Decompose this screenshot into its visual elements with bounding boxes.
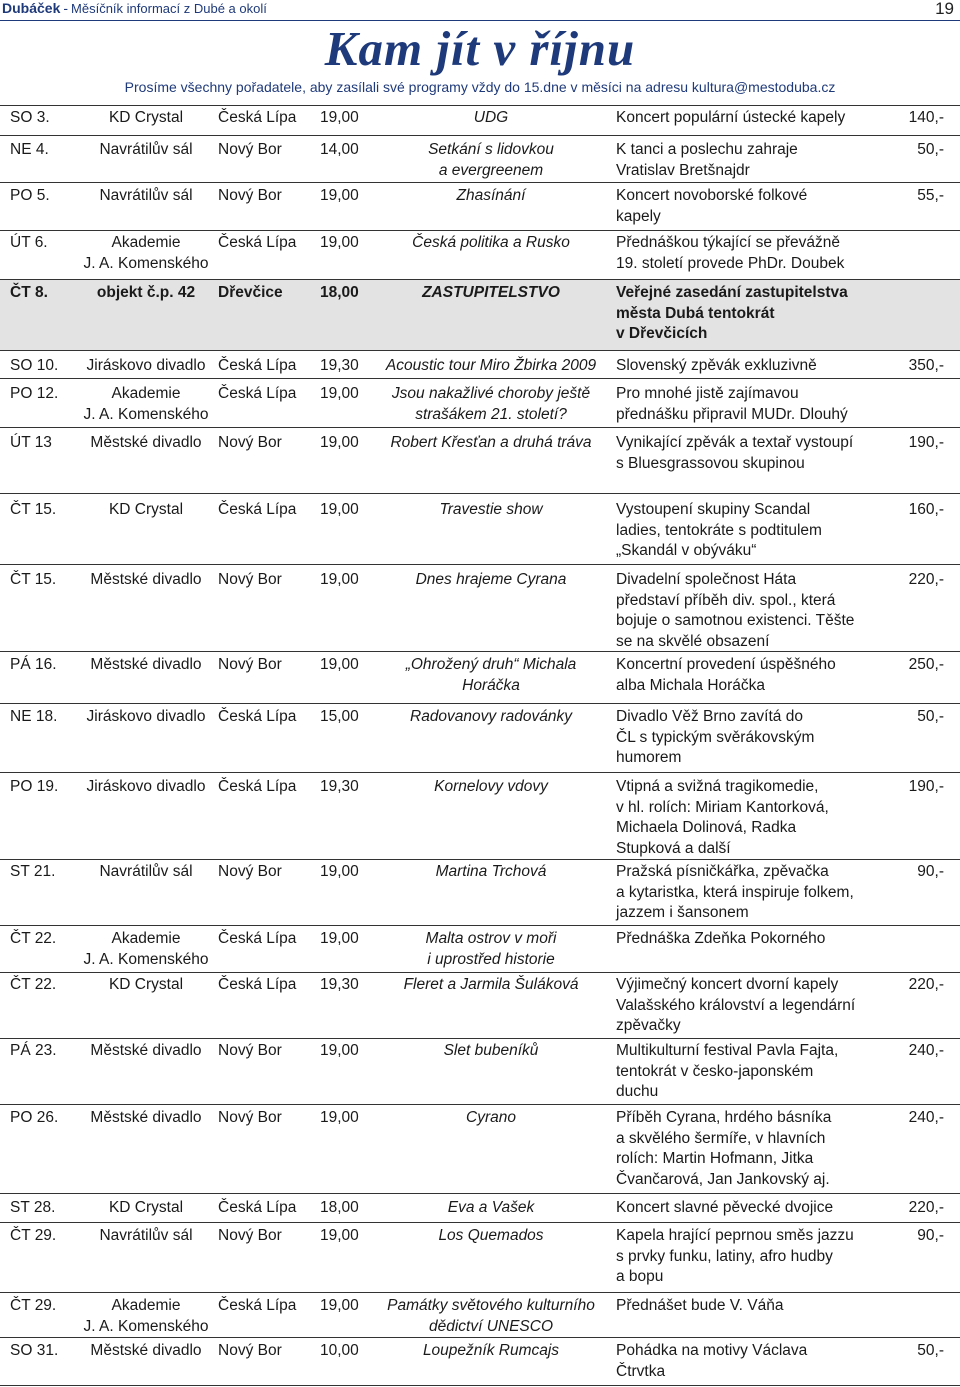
event-time: 19,00 xyxy=(320,1109,359,1126)
event-day: PO 5. xyxy=(10,187,50,204)
event-venue: KD Crystal xyxy=(108,976,184,993)
event-day: ČT 29. xyxy=(10,1297,57,1314)
event-name: Fleret a Jarmila Šuláková xyxy=(403,976,579,993)
page-number: 19 xyxy=(935,0,954,18)
row-divider xyxy=(0,1193,960,1194)
row-divider xyxy=(0,1292,960,1293)
event-name: Zhasínání xyxy=(456,187,526,204)
event-price: 250,- xyxy=(908,656,944,673)
event-time: 19,00 xyxy=(320,501,359,518)
publication-name: Dubáček xyxy=(2,0,61,16)
event-price: 160,- xyxy=(908,501,944,518)
event-town: Nový Bor xyxy=(218,434,282,451)
event-town: Nový Bor xyxy=(218,656,282,673)
event-town: Česká Lípa xyxy=(218,778,297,795)
event-price: 50,- xyxy=(917,1342,944,1359)
event-time: 15,00 xyxy=(320,708,359,725)
event-venue: Navrátilův sál xyxy=(99,1227,193,1244)
row-divider xyxy=(0,493,960,494)
event-day: ÚT 13 xyxy=(10,434,52,451)
event-day: PÁ 23. xyxy=(10,1042,57,1059)
event-venue: Jiráskovo divadlo xyxy=(86,708,206,725)
event-time: 19,00 xyxy=(320,1227,359,1244)
event-town: Česká Lípa xyxy=(218,1199,297,1216)
event-price: 55,- xyxy=(917,187,944,204)
event-venue: KD Crystal xyxy=(108,109,184,126)
event-price: 50,- xyxy=(917,141,944,158)
event-time: 19,00 xyxy=(320,434,359,451)
row-divider xyxy=(0,135,960,136)
event-day: SO 3. xyxy=(10,109,50,126)
event-price: 50,- xyxy=(917,708,944,725)
event-description: Koncert slavné pěvecké dvojice xyxy=(616,1199,834,1216)
event-town: Nový Bor xyxy=(218,571,282,588)
row-divider xyxy=(0,230,960,231)
event-venue: Akademie J. A. Komenského xyxy=(83,1297,209,1335)
event-venue: Jiráskovo divadlo xyxy=(86,778,206,795)
event-town: Česká Lípa xyxy=(218,501,297,518)
event-name: ZASTUPITELSTVO xyxy=(422,284,560,301)
event-description: Přednáška Zdeňka Pokorného xyxy=(616,930,826,947)
event-name: Památky světového kulturního dědictví UNESCO xyxy=(387,1297,595,1335)
page-title: Kam jít v říjnu xyxy=(324,21,636,76)
event-name: Loupežník Rumcajs xyxy=(422,1342,560,1359)
event-day: PÁ 16. xyxy=(10,656,57,673)
event-town: Dřevčice xyxy=(218,284,283,301)
event-time: 18,00 xyxy=(320,284,359,301)
event-description: Vtipná a svižná tragikomedie, v hl. rolích: Miriam Kantorková, Michaela Dolinová, Radka Stupková a další xyxy=(616,778,829,857)
event-description: Slovenský zpěvák exkluzivně xyxy=(616,357,817,374)
event-day: NE 18. xyxy=(10,708,58,725)
event-venue: Navrátilův sál xyxy=(99,141,193,158)
event-venue: Městské divadlo xyxy=(90,1342,202,1359)
event-time: 19,30 xyxy=(320,976,359,993)
event-venue: Městské divadlo xyxy=(90,656,202,673)
event-description: Multikulturní festival Pavla Fajta, tentokrát v česko-japonském duchu xyxy=(616,1042,839,1100)
event-venue: Akademie J. A. Komenského xyxy=(83,930,209,968)
row-divider xyxy=(0,564,960,565)
row-divider xyxy=(0,703,960,704)
event-day: ČT 15. xyxy=(10,501,57,518)
event-time: 19,00 xyxy=(320,234,359,251)
event-description: Veřejné zasedání zastupitelstva města Dubá tentokrát v Dřevčicích xyxy=(616,284,848,342)
event-description: Výjimečný koncert dvorní kapely Valašského království a legendární zpěvačky xyxy=(616,976,856,1034)
event-day: PO 26. xyxy=(10,1109,59,1126)
event-description: Přednášet bude V. Váňa xyxy=(616,1297,784,1314)
event-name: Los Quemados xyxy=(438,1227,544,1244)
event-time: 19,00 xyxy=(320,571,359,588)
event-time: 19,30 xyxy=(320,778,359,795)
publication-header xyxy=(2,0,267,16)
event-day: PO 19. xyxy=(10,778,59,795)
event-price: 190,- xyxy=(908,434,944,451)
page-subtitle: Prosíme všechny pořadatele, aby zasílali své programy vždy do 15.dne v měsíci na adresu kultura@mestoduba.cz xyxy=(124,79,836,95)
event-venue: Městské divadlo xyxy=(90,571,202,588)
event-name: Kornelovy vdovy xyxy=(434,778,548,795)
event-name: UDG xyxy=(473,109,509,126)
row-divider xyxy=(0,1104,960,1105)
event-time: 19,00 xyxy=(320,187,359,204)
event-name: Setkání s lidovkou a evergreenem xyxy=(428,141,554,179)
event-venue: Městské divadlo xyxy=(90,1109,202,1126)
event-town: Nový Bor xyxy=(218,863,282,880)
event-price: 240,- xyxy=(908,1109,944,1126)
event-venue: KD Crystal xyxy=(108,501,184,518)
event-description: Vynikající zpěvák a textař vystoupí s Bluesgrassovou skupinou xyxy=(616,434,854,472)
event-time: 19,00 xyxy=(320,863,359,880)
header-separator: - xyxy=(63,0,69,16)
event-venue: objekt č.p. 42 xyxy=(96,284,196,301)
event-time: 19,00 xyxy=(320,656,359,673)
event-town: Nový Bor xyxy=(218,141,282,158)
event-time: 10,00 xyxy=(320,1342,359,1359)
row-divider xyxy=(0,1385,960,1386)
event-price: 190,- xyxy=(908,778,944,795)
event-description: Koncert novoborské folkové kapely xyxy=(616,187,808,225)
event-description: Koncert populární ústecké kapely xyxy=(616,109,846,126)
event-name: Dnes hrajeme Cyrana xyxy=(415,571,567,588)
event-town: Nový Bor xyxy=(218,1109,282,1126)
event-description: Pražská písničkářka, zpěvačka a kytaristka, která inspiruje folkem, jazzem i šansonem xyxy=(616,863,854,921)
event-day: ČT 8. xyxy=(10,284,48,301)
event-name: Malta ostrov v moři i uprostřed historie xyxy=(425,930,557,968)
event-day: ČT 15. xyxy=(10,571,57,588)
row-divider xyxy=(0,1222,960,1223)
event-description: K tanci a poslechu zahraje Vratislav Bretšnajdr xyxy=(616,141,798,179)
event-price: 220,- xyxy=(908,1199,944,1216)
row-divider xyxy=(0,1038,960,1039)
event-venue: Městské divadlo xyxy=(90,1042,202,1059)
event-day: NE 4. xyxy=(10,141,49,158)
event-venue: Městské divadlo xyxy=(90,434,202,451)
event-name: Radovanovy radovánky xyxy=(410,708,572,725)
event-town: Nový Bor xyxy=(218,187,282,204)
event-description: Příběh Cyrana, hrdého básníka a skvělého šermíře, v hlavních rolích: Martin Hofmann, Jitka Čvančarová, Jan Jankovský aj. xyxy=(616,1109,832,1188)
event-town: Česká Lípa xyxy=(218,385,297,402)
event-description: Divadelní společnost Háta představí příběh div. spol., která bojuje o samotnou existenci. Těšte se na skvělé obsazení xyxy=(616,571,855,650)
event-description: Pohádka na motivy Václava Čtrvtka xyxy=(616,1342,808,1380)
event-price: 90,- xyxy=(917,863,944,880)
event-town: Česká Lípa xyxy=(218,1297,297,1314)
row-divider xyxy=(0,925,960,926)
event-price: 90,- xyxy=(917,1227,944,1244)
event-description: Divadlo Věž Brno zavítá do ČL s typickým svěrákovským humorem xyxy=(616,708,815,766)
event-town: Nový Bor xyxy=(218,1342,282,1359)
event-town: Česká Lípa xyxy=(218,976,297,993)
event-time: 19,00 xyxy=(320,385,359,402)
row-divider xyxy=(0,859,960,860)
event-town: Nový Bor xyxy=(218,1227,282,1244)
event-price: 140,- xyxy=(908,109,944,126)
event-venue: Akademie J. A. Komenského xyxy=(83,385,209,423)
row-divider xyxy=(0,427,960,428)
event-day: ÚT 6. xyxy=(10,234,48,251)
event-time: 18,00 xyxy=(320,1199,359,1216)
event-name: Travestie show xyxy=(439,501,543,518)
event-time: 19,00 xyxy=(320,1042,359,1059)
event-day: ČT 29. xyxy=(10,1227,57,1244)
event-venue: Akademie J. A. Komenského xyxy=(83,234,209,272)
event-time: 19,00 xyxy=(320,109,359,126)
event-venue: KD Crystal xyxy=(108,1199,184,1216)
event-time: 19,00 xyxy=(320,930,359,947)
event-town: Nový Bor xyxy=(218,1042,282,1059)
event-venue: Navrátilův sál xyxy=(99,863,193,880)
event-name: Robert Křesťan a druhá tráva xyxy=(390,434,592,451)
row-divider xyxy=(0,105,960,106)
event-price: 350,- xyxy=(908,357,944,374)
event-day: SO 31. xyxy=(10,1342,59,1359)
event-venue: Navrátilův sál xyxy=(99,187,193,204)
event-name: Česká politika a Rusko xyxy=(412,234,570,251)
event-time: 19,00 xyxy=(320,1297,359,1314)
event-description: Pro mnohé jistě zajímavou přednášku připravil MUDr. Dlouhý xyxy=(616,385,848,423)
row-divider xyxy=(0,378,960,379)
event-time: 19,30 xyxy=(320,357,359,374)
publication-subtitle: Měsíčník informací z Dubé a okolí xyxy=(71,1,267,16)
row-divider xyxy=(0,772,960,773)
event-day: ST 28. xyxy=(10,1199,56,1216)
event-name: Eva a Vašek xyxy=(447,1199,535,1216)
event-time: 14,00 xyxy=(320,141,359,158)
event-description: Přednáškou týkající se převážně 19. století provede PhDr. Doubek xyxy=(616,234,845,272)
event-price: 220,- xyxy=(908,571,944,588)
event-price: 240,- xyxy=(908,1042,944,1059)
event-day: ČT 22. xyxy=(10,930,57,947)
event-description: Kapela hrající peprnou směs jazzu s prvky funku, latiny, afro hudby a bopu xyxy=(616,1227,854,1285)
event-description: Vystoupení skupiny Scandal ladies, tentokráte s podtitulem „Skandál v obýváku“ xyxy=(616,501,822,559)
row-divider xyxy=(0,350,960,351)
event-venue: Jiráskovo divadlo xyxy=(86,357,206,374)
event-town: Česká Lípa xyxy=(218,357,297,374)
event-day: ČT 22. xyxy=(10,976,57,993)
event-day: ST 21. xyxy=(10,863,56,880)
event-day: SO 10. xyxy=(10,357,59,374)
event-town: Česká Lípa xyxy=(218,708,297,725)
event-name: Martina Trchová xyxy=(435,863,547,880)
event-name: Cyrano xyxy=(466,1109,516,1126)
row-divider xyxy=(0,182,960,183)
row-divider xyxy=(0,972,960,973)
event-description: Koncertní provedení úspěšného alba Michala Horáčka xyxy=(616,656,836,694)
event-name: „Ohrožený druh“ Michala Horáčka xyxy=(405,656,577,694)
event-town: Česká Lípa xyxy=(218,109,297,126)
event-town: Česká Lípa xyxy=(218,234,297,251)
event-day: PO 12. xyxy=(10,385,59,402)
event-name: Jsou nakažlivé choroby ještě strašákem 21. století? xyxy=(391,385,591,423)
row-divider xyxy=(0,1337,960,1338)
event-name: Slet bubeníků xyxy=(443,1042,539,1059)
event-town: Česká Lípa xyxy=(218,930,297,947)
event-name: Acoustic tour Miro Žbirka 2009 xyxy=(385,357,597,374)
event-price: 220,- xyxy=(908,976,944,993)
